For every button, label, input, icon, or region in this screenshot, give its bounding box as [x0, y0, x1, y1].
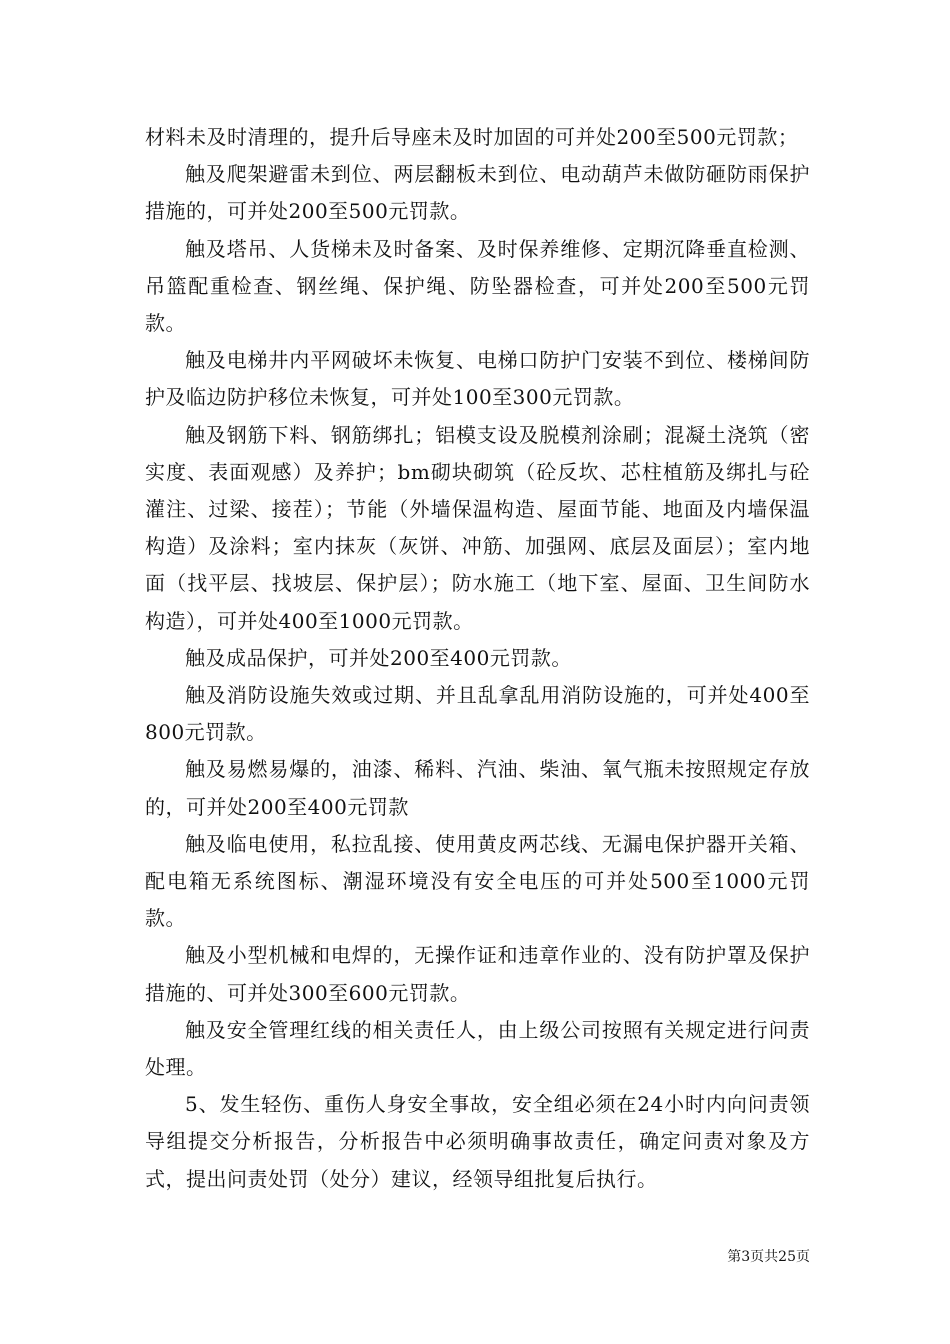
paragraph: 触及塔吊、人货梯未及时备案、及时保养维修、定期沉降垂直检测、吊篮配重检查、钢丝绳、保护绳、防坠器检查，可并处200至500元罚款。: [145, 236, 810, 336]
paragraph: 触及易燃易爆的，油漆、稀料、汽油、柴油、氧气瓶未按照规定存放的，可并处200至400元罚款: [145, 757, 810, 819]
paragraph: 触及爬架避雷未到位、两层翻板未到位、电动葫芦未做防砸防雨保护措施的，可并处200至500元罚款。: [145, 162, 810, 224]
paragraph: 5、发生轻伤、重伤人身安全事故，安全组必须在24小时内向问责领导组提交分析报告，分析报告中必须明确事故责任，确定问责对象及方式，提出问责处罚（处分）建议，经领导组批复后执行。: [145, 1092, 810, 1191]
paragraph: 触及小型机械和电焊的，无操作证和违章作业的、没有防护罩及保护措施的、可并处300至600元罚款。: [145, 943, 810, 1005]
paragraph: 触及成品保护，可并处200至400元罚款。: [185, 645, 572, 670]
paragraph: 触及安全管理红线的相关责任人，由上级公司按照有关规定进行问责处理。: [145, 1017, 810, 1080]
paragraph: 触及电梯井内平网破坏未恢复、电梯口防护门安装不到位、楼梯间防护及临边防护移位未恢复，可并处100至300元罚款。: [145, 348, 810, 410]
document-body: [145, 119, 810, 1198]
paragraph: 触及临电使用，私拉乱接、使用黄皮两芯线、无漏电保护器开关箱、配电箱无系统图标、潮湿环境没有安全电压的可并处500至1000元罚款。: [145, 831, 810, 931]
paragraph-continuation: 材料未及时清理的，提升后导座未及时加固的可并处200至500元罚款；: [145, 125, 799, 149]
page-number: 第3页共25页: [727, 1249, 810, 1265]
paragraph: 触及钢筋下料、钢筋绑扎；铝模支设及脱模剂涂刷；混凝土浇筑（密实度、表面观感）及养护；bm砌块砌筑（砼反坎、芯柱植筋及绑扎与砼灌注、过梁、接茬）；节能（外墙保温构造、屋面节能、地面及内墙保温构造）及涂料；室内抹灰（灰饼、冲筋、加强网、底层及面层）；室内地面（找平层、找坡层、保护层）；防水施工（地下室、屋面、卫生间防水构造），可并处400至1000元罚款。: [145, 422, 810, 633]
paragraph: 触及消防设施失效或过期、并且乱拿乱用消防设施的，可并处400至800元罚款。: [145, 683, 810, 745]
